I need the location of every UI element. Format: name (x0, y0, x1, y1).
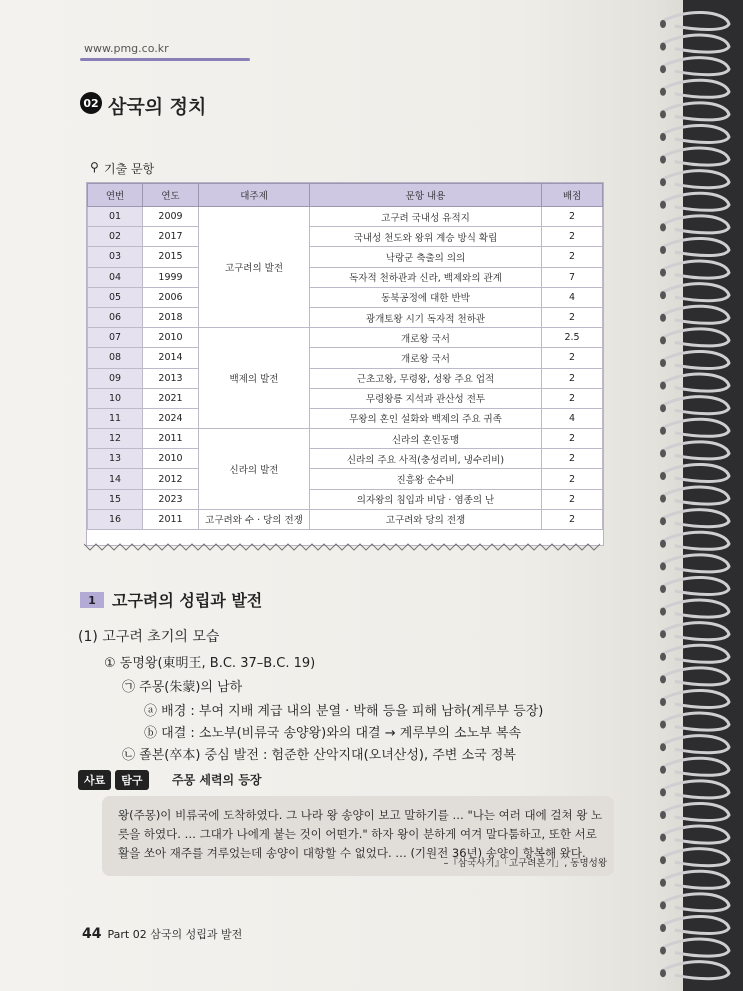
source-citation: –『삼국사기』「고구려본기」, 동명성왕 (443, 858, 607, 869)
row-year: 2017 (143, 227, 199, 247)
binding-hole (660, 472, 666, 480)
body-line-4: ⓐ 배경 : 부여 지배 계급 내의 분열 · 박해 등을 피해 남하(계루부 등장) (144, 704, 544, 719)
row-number: 07 (88, 328, 143, 348)
section-number-badge: 02 (80, 92, 102, 114)
body-line-1: (1) 고구려 초기의 모습 (78, 629, 220, 645)
binding-hole (660, 675, 666, 683)
binding-hole (660, 834, 666, 842)
binding-hole (660, 88, 666, 96)
row-content: 낙랑군 축출의 의의 (310, 247, 542, 267)
binding-hole (660, 133, 666, 141)
row-year: 2011 (143, 429, 199, 449)
row-points: 2 (542, 429, 603, 449)
exam-label: 기출 문항 (104, 162, 155, 176)
header-url: www.pmg.co.kr (84, 42, 169, 55)
binding-hole (660, 43, 666, 51)
row-points: 2 (542, 368, 603, 388)
row-theme: 백제의 발전 (199, 328, 310, 429)
binding-hole (660, 766, 666, 774)
source-badge-label: 사료 (78, 770, 111, 790)
binding-hole (660, 901, 666, 909)
binding-hole (660, 924, 666, 932)
table-row (88, 328, 603, 348)
binding-hole (660, 359, 666, 367)
binding-hole (660, 856, 666, 864)
row-year: 2021 (143, 388, 199, 408)
body-line-5: ⓑ 대결 : 소노부(비류국 송양왕)와의 대결 → 계루부의 소노부 복속 (144, 726, 521, 741)
row-year: 2012 (143, 469, 199, 489)
row-number: 13 (88, 449, 143, 469)
row-content: 무령왕릉 지석과 관산성 전투 (310, 388, 542, 408)
row-content: 근초고왕, 무령왕, 성왕 주요 업적 (310, 368, 542, 388)
row-points: 4 (542, 408, 603, 428)
table-row (88, 429, 603, 449)
row-content: 개로왕 국서 (310, 348, 542, 368)
row-number: 08 (88, 348, 143, 368)
row-content: 신라의 혼인동맹 (310, 429, 542, 449)
row-points: 2 (542, 247, 603, 267)
table-row (88, 469, 603, 489)
row-points: 2 (542, 469, 603, 489)
row-content: 동북공정에 대한 반박 (310, 287, 542, 307)
binding-hole (660, 382, 666, 390)
row-year: 2024 (143, 408, 199, 428)
binding-hole (660, 630, 666, 638)
col-header-year: 연도 (143, 184, 199, 207)
row-number: 04 (88, 267, 143, 287)
row-points: 7 (542, 267, 603, 287)
row-theme: 고구려와 수 · 당의 전쟁 (199, 509, 310, 529)
row-content: 국내성 천도와 왕위 계승 방식 확립 (310, 227, 542, 247)
binding-hole (660, 608, 666, 616)
table-row (88, 267, 603, 287)
row-number: 11 (88, 408, 143, 428)
row-number: 10 (88, 388, 143, 408)
row-content: 무왕의 혼인 설화와 백제의 주요 귀족 (310, 408, 542, 428)
binding-hole (660, 969, 666, 977)
section-title: 삼국의 정치 (108, 96, 207, 118)
binding-hole (660, 427, 666, 435)
row-points: 4 (542, 287, 603, 307)
col-header-no: 연번 (88, 184, 143, 207)
row-number: 16 (88, 509, 143, 529)
table-row (88, 408, 603, 428)
row-number: 01 (88, 207, 143, 227)
row-year: 2018 (143, 307, 199, 327)
body-line-6: ㉡ 졸본(卒本) 중심 발전 : 험준한 산악지대(오녀산성), 주변 소국 정복 (122, 748, 516, 763)
binding-hole (660, 879, 666, 887)
row-content: 개로왕 국서 (310, 328, 542, 348)
row-points: 2 (542, 348, 603, 368)
binding-hole (660, 495, 666, 503)
table-row (88, 368, 603, 388)
table-row (88, 247, 603, 267)
row-content: 의자왕의 침입과 비담 · 염종의 난 (310, 489, 542, 509)
binding-hole (660, 721, 666, 729)
page-footer (82, 926, 242, 942)
col-header-theme: 대주제 (199, 184, 310, 207)
table-row (88, 348, 603, 368)
binding-hole (660, 404, 666, 412)
row-theme: 신라의 발전 (199, 429, 310, 510)
row-year: 2014 (143, 348, 199, 368)
table-row (88, 388, 603, 408)
row-content: 진흥왕 순수비 (310, 469, 542, 489)
binding-hole (660, 65, 666, 73)
row-year: 2009 (143, 207, 199, 227)
row-year: 2006 (143, 287, 199, 307)
header-rule (80, 58, 250, 61)
binding-hole (660, 449, 666, 457)
row-content: 고구려 국내성 유적지 (310, 207, 542, 227)
row-points: 2 (542, 489, 603, 509)
binding-hole (660, 698, 666, 706)
row-year: 2015 (143, 247, 199, 267)
binding-hole (660, 314, 666, 322)
row-year: 1999 (143, 267, 199, 287)
torn-edge (84, 540, 604, 554)
heading-title: 고구려의 성립과 발전 (112, 591, 263, 610)
heading-number: 1 (80, 592, 104, 608)
row-year: 2023 (143, 489, 199, 509)
source-title: 주몽 세력의 등장 (172, 773, 262, 787)
body-line-3: ㉠ 주몽(朱蒙)의 남하 (122, 680, 243, 695)
binding-hole (660, 585, 666, 593)
row-year: 2010 (143, 328, 199, 348)
magnifier-icon: ⚲ (90, 160, 99, 174)
row-content: 독자적 천하관과 신라, 백제와의 관계 (310, 267, 542, 287)
binding-hole (660, 291, 666, 299)
col-header-points: 배점 (542, 184, 603, 207)
binding-hole (660, 743, 666, 751)
row-year: 2011 (143, 509, 199, 529)
binding-hole (660, 517, 666, 525)
binding-hole (660, 336, 666, 344)
exam-table (86, 182, 604, 546)
row-number: 02 (88, 227, 143, 247)
row-number: 12 (88, 429, 143, 449)
binding-hole (660, 246, 666, 254)
table-row (88, 287, 603, 307)
binding-hole (660, 201, 666, 209)
binding-hole (660, 156, 666, 164)
row-points: 2 (542, 509, 603, 529)
row-number: 15 (88, 489, 143, 509)
row-points: 2 (542, 449, 603, 469)
source-badge (78, 770, 149, 790)
row-points: 2 (542, 227, 603, 247)
row-year: 2013 (143, 368, 199, 388)
binding-hole (660, 562, 666, 570)
binding-hole (660, 223, 666, 231)
row-points: 2 (542, 388, 603, 408)
row-number: 06 (88, 307, 143, 327)
binding-hole (660, 811, 666, 819)
table-row (88, 509, 603, 529)
table-row (88, 207, 603, 227)
footer-text: Part 02 삼국의 성립과 발전 (107, 928, 243, 941)
binding-hole (660, 20, 666, 28)
row-content: 광개토왕 시기 독자적 천하관 (310, 307, 542, 327)
binding-hole (660, 788, 666, 796)
row-number: 14 (88, 469, 143, 489)
body-line-2: ① 동명왕(東明王, B.C. 37–B.C. 19) (104, 656, 316, 671)
spiral-binding (655, 0, 743, 991)
col-header-content: 문항 내용 (310, 184, 542, 207)
table-row (88, 227, 603, 247)
table-row (88, 449, 603, 469)
row-year: 2010 (143, 449, 199, 469)
binding-hole (660, 110, 666, 118)
row-content: 고구려와 당의 전쟁 (310, 509, 542, 529)
binding-hole (660, 178, 666, 186)
table-row (88, 489, 603, 509)
page-number: 44 (82, 926, 102, 942)
row-number: 03 (88, 247, 143, 267)
binding-hole (660, 947, 666, 955)
row-number: 05 (88, 287, 143, 307)
row-points: 2 (542, 207, 603, 227)
table-row (88, 307, 603, 327)
binding-hole (660, 269, 666, 277)
binding-hole (660, 653, 666, 661)
inquiry-badge-label: 탐구 (115, 770, 148, 790)
row-number: 09 (88, 368, 143, 388)
binding-hole (660, 540, 666, 548)
row-points: 2 (542, 307, 603, 327)
row-content: 신라의 주요 사적(충성리비, 냉수리비) (310, 449, 542, 469)
row-points: 2.5 (542, 328, 603, 348)
source-text: 왕(주몽)이 비류국에 도착하였다. 그 나라 왕 송양이 보고 말하기를 … "나는 여러 대에 걸쳐 왕 노릇을 하였다. … 그대가 나에게 붙는 것이 어떤가." 하자 왕이 분하게 여겨 말다툼하고, 또한 서로 활을 쏘아 재주를 겨루었는데 송양이 대항할 수 없었다. … (기원전 36년) 송양이 항복해 왔다. (118, 808, 603, 860)
row-theme: 고구려의 발전 (199, 207, 310, 328)
